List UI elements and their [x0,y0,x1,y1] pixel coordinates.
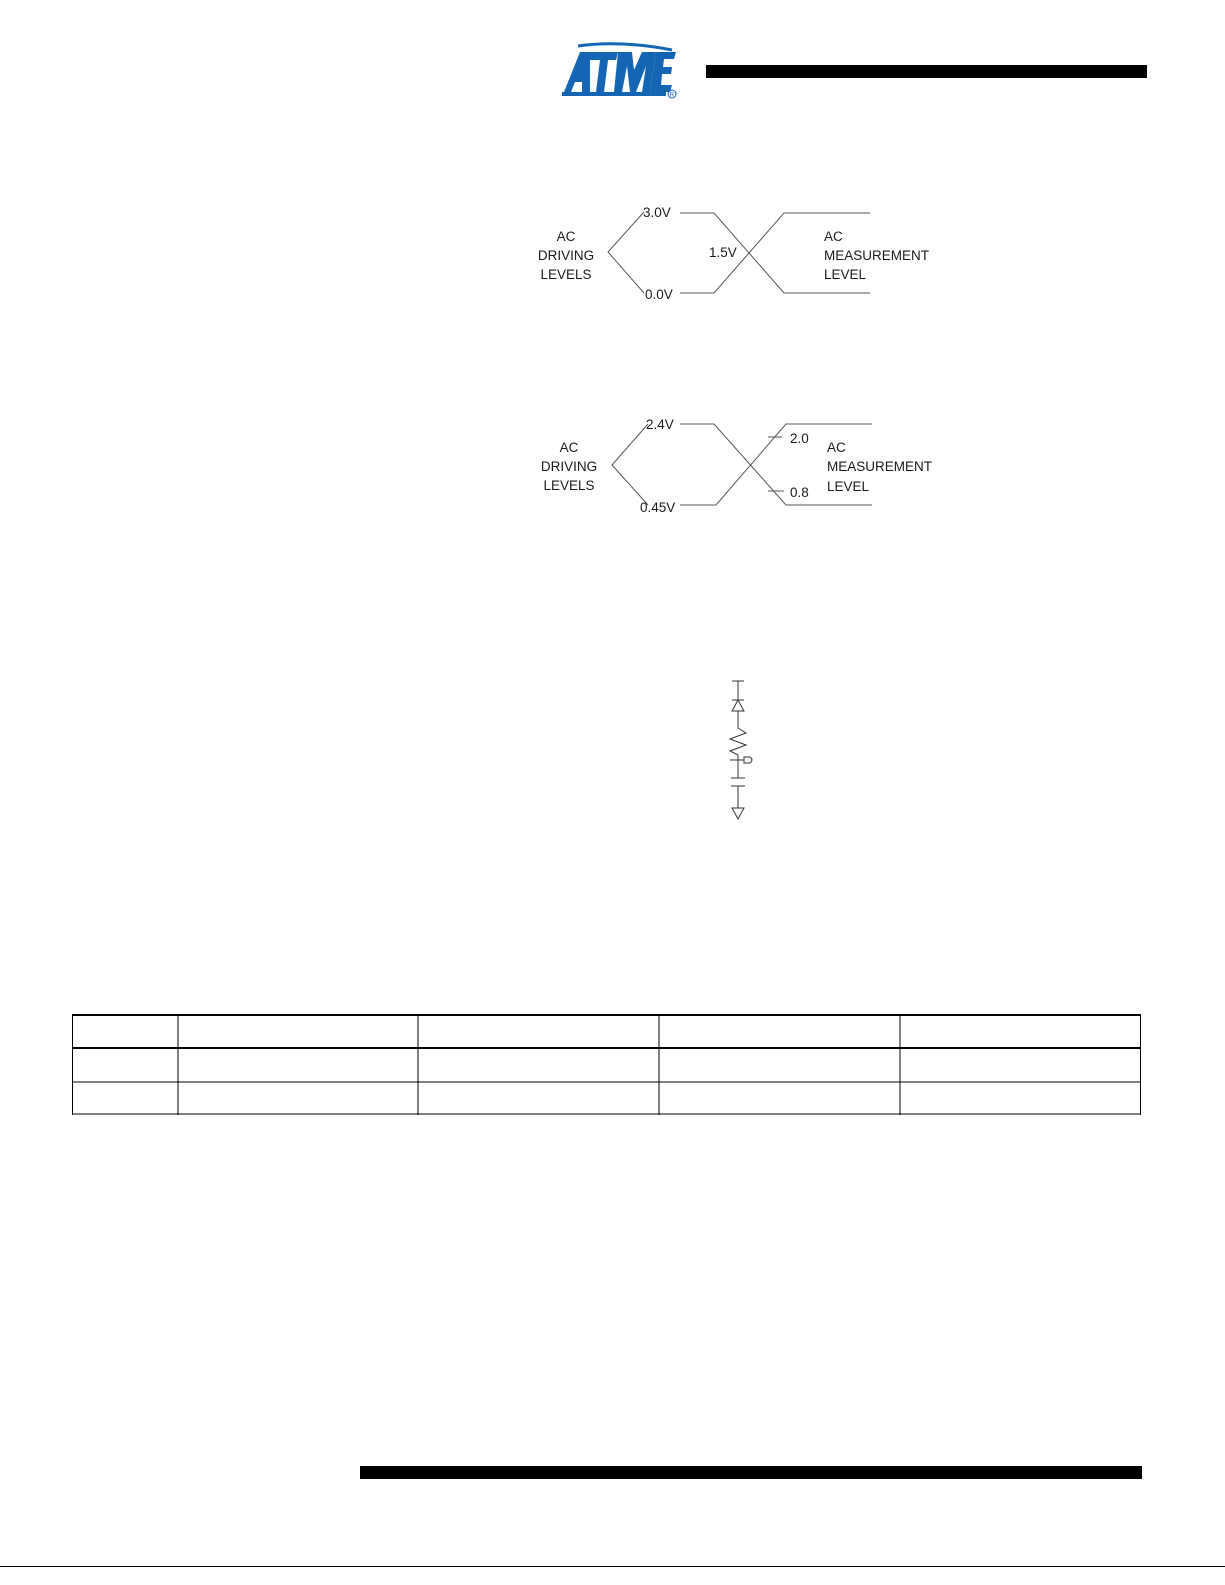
fig2-left-label-2: DRIVING [540,459,598,474]
fig1-high-voltage: 3.0V [643,205,671,220]
diode-icon [732,700,744,728]
fig2-threshold-high: 2.0 [790,431,809,446]
svg-text:R: R [669,92,674,99]
fig2-right-label-1: AC [827,440,846,455]
fig1-left-label-1: AC [556,229,576,244]
fig1-left-label-2: DRIVING [537,248,595,263]
fig1-low-voltage: 0.0V [645,287,673,302]
fig2-threshold-low: 0.8 [790,485,809,500]
resistor-icon [730,728,746,755]
page-bottom-rule [0,1566,1225,1567]
fig2-low-voltage: 0.45V [640,500,676,515]
fig1-mid-voltage: 1.5V [709,245,737,260]
fig2-right-label-3: LEVEL [827,479,870,494]
fig1-left-label-3: LEVELS [540,267,592,282]
footer-rule [360,1466,1142,1479]
capacitor-icon [731,778,745,786]
output-pin-icon [730,757,752,763]
fig2-high-voltage: 2.4V [646,417,674,432]
ground-icon [732,808,744,819]
fig1-right-label-2: MEASUREMENT [824,248,930,263]
fig1-right-label-1: AC [824,229,843,244]
fig2-left-label-3: LEVELS [543,478,595,493]
fig2-left-label-1: AC [559,440,579,455]
data-table [72,1014,1141,1115]
fig2-right-label-2: MEASUREMENT [827,459,933,474]
fig1-right-label-3: LEVEL [824,267,867,282]
load-circuit [730,681,752,819]
